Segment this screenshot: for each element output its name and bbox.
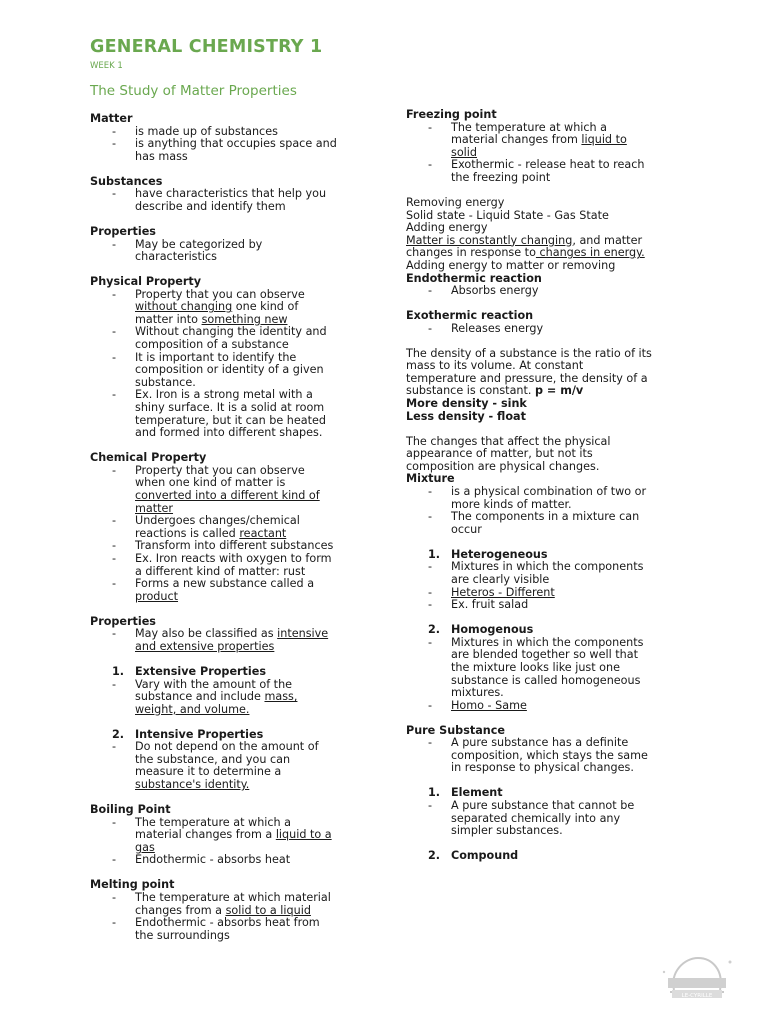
adding-energy-text: Adding energy — [406, 221, 488, 235]
numbered-heading: 1. Extensive Properties — [112, 664, 266, 678]
list-item: - It is important to identify the composition or identity of a given substance. — [112, 350, 324, 389]
list-item: - Endothermic - absorbs heat — [112, 853, 291, 867]
section-intensive-properties — [90, 729, 375, 792]
section-heading: Properties — [90, 224, 156, 238]
list-item: - Heteros - Different — [428, 585, 555, 599]
list-item: - A pure substance that cannot be separated chemically into any simpler substances. — [428, 799, 635, 838]
section-mixture — [406, 473, 686, 536]
list-item: - Ex. Iron reacts with oxygen to form a different kind of matter: rust — [112, 551, 332, 578]
states-text: Solid state - Liquid State - Gas State — [406, 208, 609, 222]
list-item: - Property that you can observe when one kind of matter is converted into a different kind of matter — [112, 463, 320, 515]
section-properties-classified — [90, 616, 375, 654]
section-matter — [90, 113, 375, 163]
list-item: - Do not depend on the amount of the substance, and you can measure it to determine a substance's identity. — [112, 740, 319, 792]
numbered-heading: 1. Heterogeneous — [428, 547, 548, 561]
numbered-heading: 2. Compound — [428, 849, 519, 863]
list-item: - Property that you can observe without changing one kind of matter into something new — [112, 287, 305, 326]
list-item: - Forms a new substance called a product — [112, 577, 315, 603]
section-physical-property — [90, 276, 375, 440]
matter-changing-paragraph: Matter is constantly changing, and matter changes in response to changes in energy. Adding energy to matter or removing — [406, 233, 645, 272]
list-item: - Undergoes changes/chemical reactions is called reactant — [112, 514, 300, 540]
section-heading: Boiling Point — [90, 803, 171, 817]
list-item: - The temperature at which a material changes from liquid to solid — [428, 120, 627, 159]
section-element — [406, 787, 686, 837]
section-endothermic — [406, 273, 686, 298]
section-heading: Pure Substance — [406, 723, 505, 737]
density-formula: p = m/v — [535, 384, 584, 398]
document-title: GENERAL CHEMISTRY 1 — [90, 37, 323, 57]
list-item: - is anything that occupies space and has mass — [112, 137, 337, 163]
section-heading: Chemical Property — [90, 451, 207, 465]
section-heading: Properties — [90, 614, 156, 628]
watermark-stamp-logo — [660, 950, 734, 1010]
list-item: - have characteristics that help you describe and identify them — [112, 187, 327, 213]
list-item: - Exothermic - release heat to reach the freezing point — [428, 158, 645, 184]
density-sink-float: More density - sink Less density - float — [406, 397, 527, 423]
section-heading: Melting point — [90, 878, 175, 892]
list-item: - is made up of substances — [112, 124, 278, 138]
section-heading: Matter — [90, 112, 133, 125]
section-heading: Endothermic reaction — [406, 271, 542, 285]
section-heterogeneous — [406, 549, 686, 612]
numbered-heading: 1. Element — [428, 786, 503, 800]
section-extensive-properties — [90, 666, 375, 716]
section-melting-point — [90, 879, 375, 942]
list-item: - Mixtures in which the components are blended together so well that the mixture looks like just one substance is called homogeneous mixtures. — [428, 635, 644, 700]
removing-energy-text: Removing energy — [406, 195, 505, 209]
page-header — [90, 36, 322, 99]
section-heading: Mixture — [406, 472, 455, 486]
section-heading: Exothermic reaction — [406, 309, 534, 323]
stamp-text: LE-CYRILLE — [681, 993, 713, 999]
left-column — [90, 113, 375, 955]
section-homogenous — [406, 624, 686, 712]
list-item: - Absorbs energy — [428, 284, 539, 298]
list-item: - Mixtures in which the components are clearly visible — [428, 560, 644, 586]
section-heading: Freezing point — [406, 108, 497, 121]
list-item: - Without changing the identity and composition of a substance — [112, 325, 327, 352]
section-substances — [90, 176, 375, 214]
section-heading: Substances — [90, 174, 163, 188]
list-item: - Ex. fruit salad — [428, 598, 529, 612]
density-paragraph: The density of a substance is the ratio of its mass to its volume. At constant temperature and pressure, the density of a substance is constant. p = m/v — [406, 346, 652, 398]
list-item: - Homo - Same — [428, 698, 527, 712]
week-label: WEEK 1 — [90, 61, 123, 71]
list-item: - is a physical combination of two or more kinds of matter. — [428, 485, 647, 511]
document-subtitle: The Study of Matter Properties — [90, 83, 297, 99]
list-item: - The temperature at which material changes from a solid to a liquid — [112, 890, 331, 917]
list-item: - A pure substance has a definite composition, which stays the same in response to physical changes. — [428, 736, 648, 775]
section-boiling-point — [90, 804, 375, 867]
list-item: - Transform into different substances — [112, 539, 334, 553]
numbered-heading: 2. Homogenous — [428, 623, 534, 637]
list-item: - May also be classified as intensive and extensive properties — [112, 627, 329, 653]
list-item: - The temperature at which a material changes from a liquid to a gas — [112, 815, 332, 854]
section-chemical-property — [90, 452, 375, 603]
physical-changes-paragraph: The changes that affect the physical appearance of matter, but not its composition are physical changes. — [406, 434, 611, 473]
section-pure-substance — [406, 725, 686, 775]
section-exothermic — [406, 310, 686, 335]
list-item: - Releases energy — [428, 321, 544, 335]
section-properties — [90, 226, 375, 264]
list-item: - May be categorized by characteristics — [112, 237, 263, 264]
list-item: - Vary with the amount of the substance and include mass, weight, and volume. — [112, 677, 298, 716]
list-item: - Ex. Iron is a strong metal with a shiny surface. It is a solid at room temperature, but it can be heated and formed into different shapes. — [112, 388, 327, 440]
right-column — [406, 109, 686, 875]
list-item: - Endothermic - absorbs heat from the surroundings — [112, 916, 320, 942]
section-heading: Physical Property — [90, 275, 202, 289]
section-compound — [406, 850, 686, 863]
numbered-heading: 2. Intensive Properties — [112, 727, 264, 741]
list-item: - The components in a mixture can occur — [428, 510, 640, 536]
section-freezing-point — [406, 109, 686, 185]
